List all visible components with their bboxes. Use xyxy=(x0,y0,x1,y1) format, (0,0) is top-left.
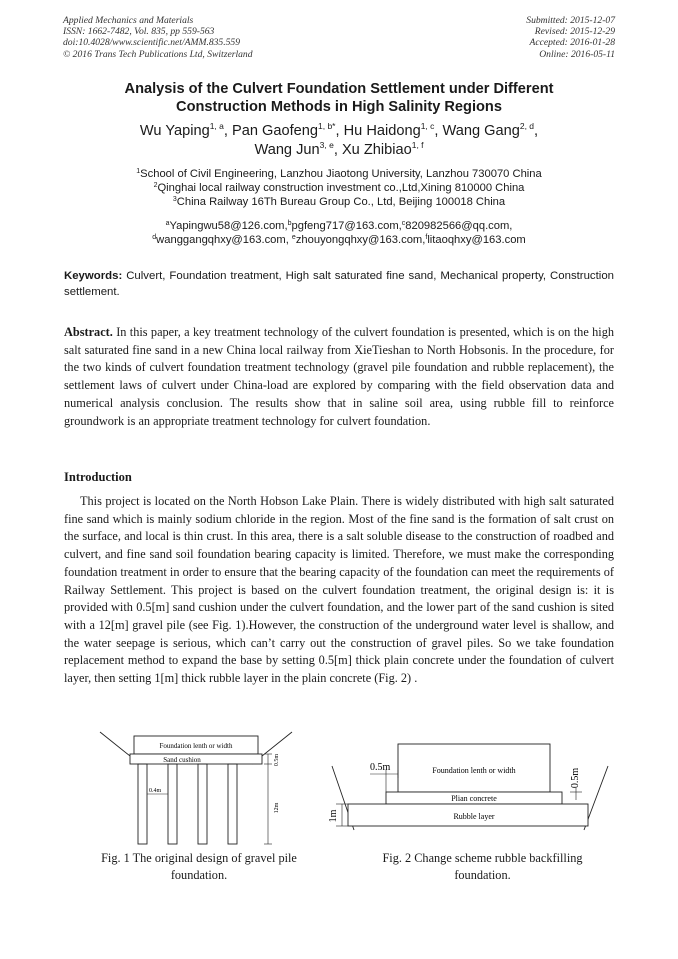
abstract-text: In this paper, a key treatment technology of the culvert foundation is presented, which is on the high salt saturated fine sand in a new China local railway from XieTieshan to North Hobsonis. In the procedure, for the two kinds of culvert foundation treatment technology (gravel pile foundation and rubble replacement), the settlement laws of culvert under China-load are explored by comparing with the field observation data and numerical analysis conclusion. The results show that in saline soil area, using rubble fill to reinforce groundwork is an appropriate treatment technology for culvert foundation. xyxy=(64,325,614,428)
caption-line: Fig. 2 Change scheme rubble backfilling xyxy=(382,851,583,865)
email-link[interactable]: zhouyongqhxy@163.com, xyxy=(295,234,426,246)
caption-line: foundation. xyxy=(170,867,228,882)
email-link[interactable]: 820982566@qq.com, xyxy=(405,220,513,232)
author-sup: 1, f xyxy=(411,140,424,150)
fig1-foundation-label: Foundation lenth or width xyxy=(159,742,233,750)
online-date: Online: 2016-05-11 xyxy=(539,48,615,60)
author-sup: 2, d xyxy=(519,121,535,131)
title-line-2: Construction Methods in High Salinity Regions xyxy=(176,99,502,115)
aff-sup: 2 xyxy=(153,182,158,189)
author-sup: 1, b* xyxy=(318,121,336,131)
author-sup: 3, e xyxy=(319,140,334,150)
doi: doi:10.4028/www.scientific.net/AMM.835.559 xyxy=(63,37,241,49)
fig1-pile xyxy=(228,764,237,844)
dates-header xyxy=(526,15,615,60)
figure-1-diagram xyxy=(92,728,302,846)
introduction-heading: Introduction xyxy=(64,470,132,484)
email-link[interactable]: pgfeng717@163.com, xyxy=(291,220,402,232)
aff-sup: 1 xyxy=(136,168,141,175)
email-link[interactable]: litaoqhxy@163.com xyxy=(427,234,526,246)
revised-date: Revised: 2015-12-29 xyxy=(534,26,615,38)
caption-line: Fig. 1 The original design of gravel pile xyxy=(101,851,297,865)
email-sup: c xyxy=(401,220,406,227)
fig1-spacing-label: 0.4m xyxy=(149,788,162,794)
caption-line: foundation. xyxy=(454,867,511,882)
figure-2-caption xyxy=(350,850,615,883)
accepted-date: Accepted: 2016-01-28 xyxy=(529,37,615,49)
fig1-pile xyxy=(138,764,147,844)
keywords-label: Keywords: xyxy=(64,270,123,282)
email-sup: d xyxy=(152,234,157,241)
aff-sup: 3 xyxy=(172,196,177,203)
email-sup: a xyxy=(165,220,170,227)
author-name: Xu Zhibiao xyxy=(341,142,412,158)
email-list xyxy=(60,219,618,247)
affiliation xyxy=(60,181,618,195)
abstract-label: Abstract. xyxy=(64,325,113,339)
fig2-height-label: 0.5m xyxy=(570,767,581,789)
aff-text: China Railway 16Th Bureau Group Co., Ltd, Beijing 100018 China xyxy=(176,196,506,208)
email-sup: b xyxy=(287,220,292,227)
email-sup: e xyxy=(291,234,296,241)
fig1-pile xyxy=(198,764,207,844)
fig1-cushion-label: Sand cushion xyxy=(163,756,201,764)
abstract xyxy=(64,324,614,430)
issn: ISSN: 1662-7482, Vol. 835, pp 559-563 xyxy=(63,26,215,38)
author-list: Wu Yaping$^{1, a}$, Pan Gaofeng$^{1, b*}$, Hu Haidong$^{1, c}$, Wang Gang$^{2, d}$, Wang Jun$^{3, e}$, Xu Zhibiao$^{1, f}$ xyxy=(139,121,539,158)
figure-1-caption xyxy=(74,850,324,883)
introduction-text: This project is located on the North Hobson Lake Plain. There is widely distributed with high salt saturated fine sand which is mainly sodium chloride in the region. Most of the fine sand is the formation of salt crust on the surface, and local is thin crust. In this area, there is a salt soluble disease to the construction of roadbed and culvert, and fine sand soil foundation bearing capacity is limited. Therefore, we must make the corresponding foundation treatment in order to ensure that the bearing capacity of the foundation can meet the requirements of Railway Settlement. This project is based on the culvert foundation treatment, the original design is: it is provided with 0.5[m] sand cushion under the culvert foundation, and the lower part of the sand cushion is sited with a 12[m] gravel pile (see Fig. 1).However, the construction of the underground water level is shallow, and the water seepage is serious, which can’t carry out the construction of gravel piles. So we take foundation replacement method to expand the base by setting 0.5[m] thick plain concrete under the foundation of culvert layer, then setting 1[m] thick rubble layer in the plain concrete (Fig. 2) . xyxy=(64,494,614,686)
title-line-1: Analysis of the Culvert Foundation Settlement under Different xyxy=(124,81,554,97)
author-sup: 1, a xyxy=(209,121,224,131)
fig1-pile-length: 12m xyxy=(274,802,280,814)
affiliation xyxy=(60,167,618,181)
affiliation xyxy=(60,195,618,209)
aff-text: School of Civil Engineering, Lanzhou Jiaotong University, Lanzhou 730070 China xyxy=(140,168,542,180)
journal-header xyxy=(63,15,253,60)
paper-title xyxy=(60,80,618,116)
figure-2-diagram xyxy=(326,736,616,836)
aff-text: Qinghai local railway construction investment co.,Ltd,Xining 810000 China xyxy=(157,182,525,194)
keywords xyxy=(64,268,614,300)
author-name: Pan Gaofeng xyxy=(231,123,318,139)
affiliations xyxy=(60,167,618,209)
keywords-text: Culvert, Foundation treatment, High salt saturated fine sand, Mechanical property, Construction settlement. xyxy=(64,270,614,298)
journal-name: Applied Mechanics and Materials xyxy=(63,15,194,26)
fig1-pile xyxy=(168,764,177,844)
fig2-rubble-thickness-label: 1m xyxy=(328,809,339,823)
fig2-foundation-label: Foundation lenth or width xyxy=(432,766,516,775)
fig2-concrete-label: Plian concrete xyxy=(451,794,497,803)
email-link[interactable]: wanggangqhxy@163.com, xyxy=(156,234,292,246)
email-link[interactable]: Yapingwu58@126.com, xyxy=(169,220,288,232)
author-name: Wu Yaping xyxy=(139,123,210,139)
fig2-offset-label: 0.5m xyxy=(370,762,391,773)
author-sup: 1, c xyxy=(420,121,435,131)
fig2-rubble-label: Rubble layer xyxy=(453,812,495,821)
author-name: Hu Haidong xyxy=(343,123,421,139)
author-name: Wang Jun xyxy=(254,142,320,158)
submitted-date: Submitted: 2015-12-07 xyxy=(526,15,615,26)
author-name: Wang Gang xyxy=(442,123,520,139)
fig1-cushion-thickness: 0.5m xyxy=(274,753,280,767)
email-sup: f xyxy=(425,234,428,241)
copyright: © 2016 Trans Tech Publications Ltd, Switzerland xyxy=(63,48,253,60)
